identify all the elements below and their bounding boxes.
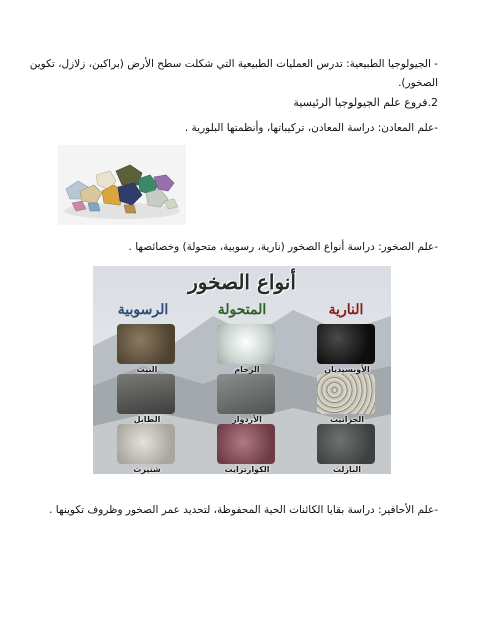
rock-marble: [217, 324, 277, 374]
rock-slate: [217, 374, 277, 424]
quartzite-label: الكوارتزايت: [224, 465, 270, 474]
rock-bituminous: [117, 324, 177, 374]
rock-types-poster: [93, 266, 391, 474]
physical-geology-text-line2: الصخور).: [398, 77, 438, 89]
granite-swatch: [317, 374, 375, 414]
slate-label: الأردواز: [232, 415, 262, 424]
basalt-swatch: [317, 424, 375, 464]
sedimentary-heading: الرسوبية: [117, 302, 169, 318]
minerals-image: [58, 145, 186, 225]
igneous-heading: النارية: [328, 302, 364, 318]
rock-obsidian: [317, 324, 377, 374]
poster-title: أنواع الصخور: [188, 270, 296, 294]
shoreline-label: شنيرت: [133, 465, 161, 474]
shale-label: الطابل: [133, 415, 161, 424]
granite-label: الجرانيت: [330, 415, 364, 424]
basalt-label: البازلت: [332, 465, 362, 474]
rock-shale: [117, 374, 177, 424]
paleontology-text: -علم الأحافير: دراسة بقايا الكائنات الحية المحفوظة، لتحديد عمر الصخور وظروف تكوينها .: [49, 504, 438, 516]
bituminous-swatch: [117, 324, 175, 364]
obsidian-label: الأوبسيديان: [324, 365, 370, 374]
obsidian-swatch: [317, 324, 375, 364]
shale-swatch: [117, 374, 175, 414]
rock-shoreline: [117, 424, 177, 474]
mineralogy-text: -علم المعادن: دراسة المعادن، تركيباتها، وأنظمتها البلورية .: [184, 122, 438, 134]
rock-quartzite: [217, 424, 277, 474]
rock-granite: [317, 374, 377, 424]
quartzite-swatch: [217, 424, 275, 464]
bituminous-label: البيت: [136, 365, 158, 374]
physical-geology-text-line1: - الجيولوجيا الطبيعية: تدرس العمليات الطبيعية التي شكلت سطح الأرض (براكين، زلازل، تكوين: [29, 58, 438, 70]
marble-swatch: [217, 324, 275, 364]
shoreline-swatch: [117, 424, 175, 464]
branches-heading: 2.فروع علم الجيولوجيا الرئيسية: [293, 96, 438, 109]
metamorphic-heading: المتحولة: [217, 302, 267, 318]
rock-basalt: [317, 424, 377, 474]
marble-label: الرخام: [234, 365, 260, 374]
slate-swatch: [217, 374, 275, 414]
petrology-text: -علم الصخور: دراسة أنواع الصخور (نارية، رسوبية، متحولة) وخصائصها .: [128, 241, 438, 253]
